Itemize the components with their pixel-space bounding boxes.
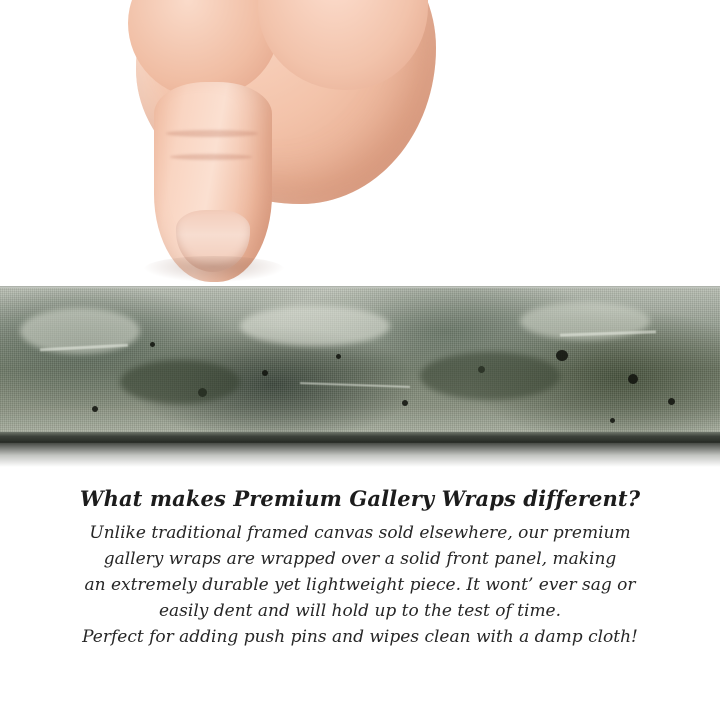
- caption-line: an extremely durable yet lightweight piece. It wont’ ever sag or: [84, 575, 636, 595]
- texture-speck: [628, 374, 638, 384]
- texture-speck: [402, 400, 408, 406]
- texture-speck: [336, 354, 341, 359]
- texture-speck: [262, 370, 268, 376]
- texture-speck: [556, 350, 568, 361]
- caption-line: gallery wraps are wrapped over a solid front panel, making: [103, 549, 617, 569]
- caption-block: [0, 486, 720, 650]
- texture-patch: [420, 352, 560, 400]
- caption-headline: What makes Premium Gallery Wraps different?: [79, 486, 641, 511]
- texture-patch: [120, 360, 240, 404]
- caption-line: Unlike traditional framed canvas sold elsewhere, our premium: [89, 523, 631, 543]
- texture-speck: [668, 398, 675, 405]
- caption-line: Perfect for adding push pins and wipes clean with a damp cloth!: [82, 627, 638, 647]
- hand-illustration: [108, 0, 458, 292]
- texture-scratch: [300, 382, 410, 388]
- texture-speck: [92, 406, 98, 412]
- canvas-edge-texture: [0, 288, 720, 436]
- texture-patch: [240, 306, 390, 346]
- finger-crease-upper: [166, 130, 258, 137]
- hand-photo-area: [0, 0, 720, 292]
- canvas-drop-shadow: [0, 441, 720, 467]
- texture-speck: [150, 342, 155, 347]
- caption-line: easily dent and will hold up to the test of time.: [158, 601, 562, 621]
- finger-contact-shadow: [144, 256, 284, 282]
- texture-speck: [610, 418, 615, 423]
- finger-crease-lower: [170, 154, 252, 160]
